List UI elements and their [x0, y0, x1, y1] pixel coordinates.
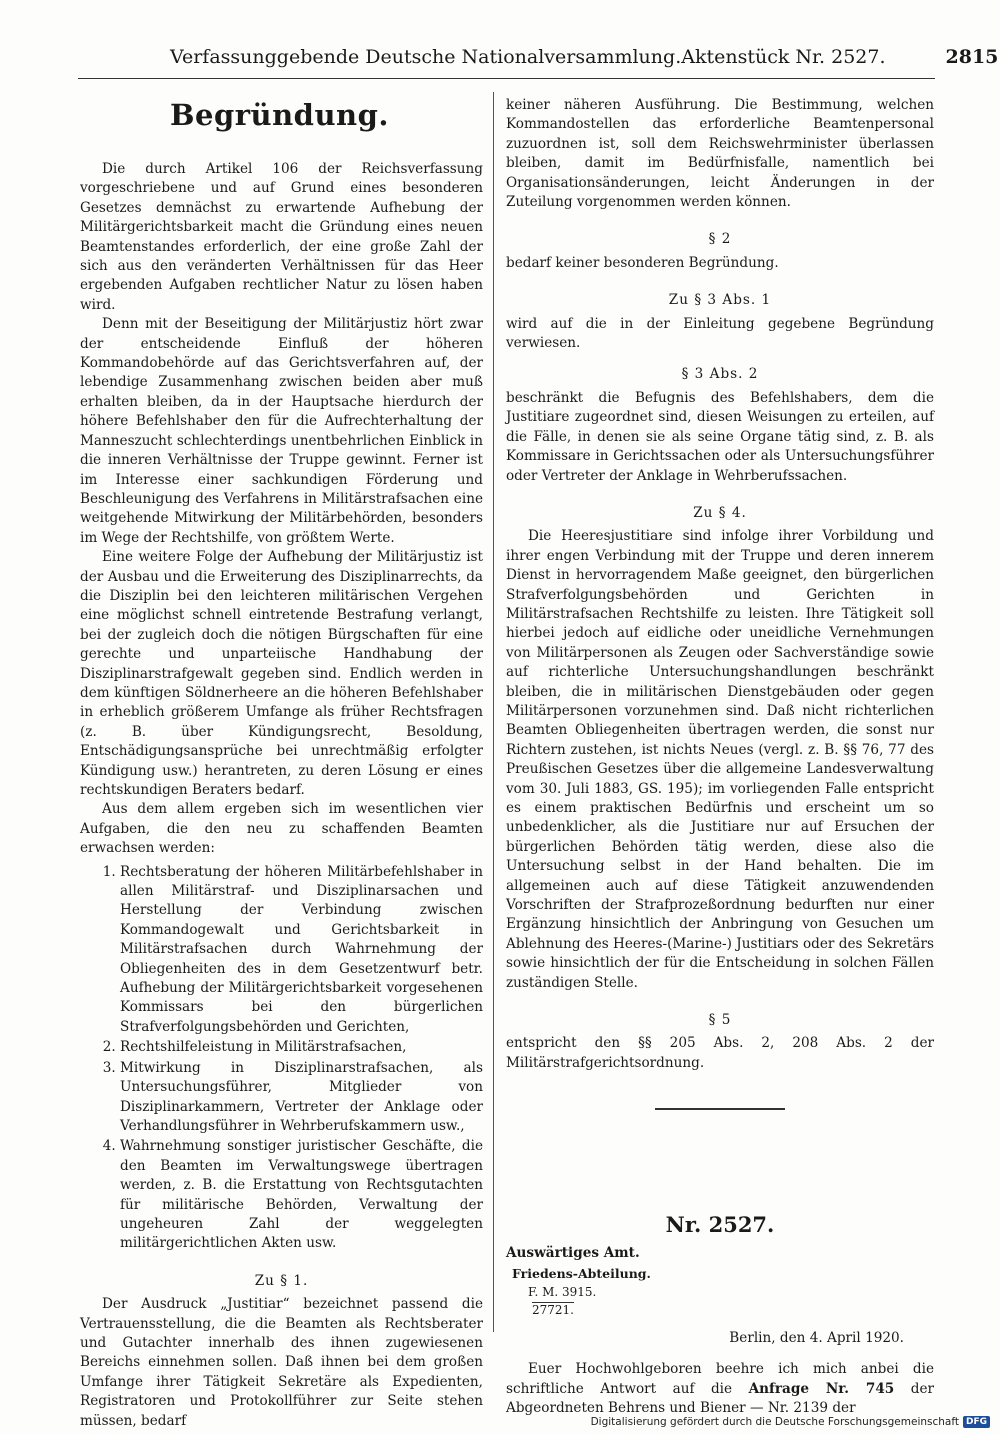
paragraph: Die durch Artikel 106 der Reichsverfassung vorgeschriebene und auf Grund eines besonderen Gesetzes demnächst zu erwartende Aufhebung der Militärgerichtsbarkeit macht die Gründung eines neuen Beamtenstandes erforderlich, der eine große Zahl der sich aus den veränderten Verhältnissen für das Heer ergebenden Aufgaben rechtlicher Natur zu lösen haben wird.	[80, 161, 483, 313]
paragraph: Die Heeresjustitiare sind infolge ihrer Vorbildung und ihrer engen Verbindung mit der Truppe und deren innerem Dienst in hervorragendem Maße geeignet, den bürgerlichen Strafverfolgungsbehörden und Gerichten in Militärstrafsachen Rechtshilfe zu leisten. Ihre Tätigkeit soll hierbei jedoch auf eidliche oder uneidliche Vernehmungen von Militärpersonen als Zeugen oder Sachverständige sowie auf richterliche Untersuchungshandlungen beschränkt bleiben, die in militärischen Dienstgebäuden oder gegen Militärpersonen vorzunehmen sind. Daß nicht richterlichen Beamten Obliegenheiten übertragen werden, die sonst nur Richtern zustehen, ist nichts Neues (vergl. z. B. §§ 76, 77 des Preußischen Gesetzes über die allgemeine Landesverwaltung vom 30. Juli 1883, GS. 195); im vorliegenden Falle entspricht es einem praktischen Bedürfnis und erscheint um so unbedenklicher, als die Justitiare nur auf Ersuchen der bürgerlichen Behörden tätig werden, diese also die Untersuchung selbst in der Hand behalten. Die im allgemeinen auch auf diese Tätigkeit anzuwendenden Vorschriften der Strafprozeßordnung bedurften nur einer Ergänzung hinsichtlich der Anbringung von Gesuchen um Ablehnung des Heeres-(Marine-) Justitiars oder des Sekretärs sowie hinsichtlich der für die Entscheidung in solchen Fällen zuständigen Stelle.	[506, 528, 934, 991]
section-heading-5: § 5	[708, 1012, 732, 1029]
paragraph: beschränkt die Befugnis des Befehlshabers, dem die Justitiare zugeordnet sind, diesen Weisungen zu erteilen, auf die Fälle, in denen sie als seine Organe tätig sind, z. B. als Kommissare in Gerichtssachen oder als Untersuchungsführer oder Vertreter der Anklage in Wehrberufssachen.	[506, 389, 934, 484]
paragraph: Eine weitere Folge der Aufhebung der Militärjustiz ist der Ausbau und die Erweiterung des Disziplinarrechts, da die Disziplin bei den leichteren militärischen Vergehen eine möglichst schnell eintretende Bestrafung verlangt, bei der zugleich doch die nötigen Bürgschaften für eine gerechte und unparteiische Handhabung der Disziplinarstrafgewalt gegeben sind. Endlich werden in dem künftigen Söldnerheere an die höheren Befehlshaber in erheblich größerem Umfange als früher Rechtsfragen (z. B. über Kündigungsrecht, Besoldung, Entschädigungsansprüche bei unrechtmäßig erfolgter Kündigung usw.) herantreten, zu deren Lösung er eines rechtskundigen Beraters bedarf.	[80, 549, 483, 798]
right-column	[506, 96, 934, 1419]
page-number: 2815	[945, 46, 999, 68]
paragraph: Aus dem allem ergeben sich im wesentlichen vier Aufgaben, die den neu zu schaffenden Beamten erwachsen werden:	[80, 801, 483, 857]
footer-text: Digitalisierung gefördert durch die Deutsche Forschungsgemeinschaft	[590, 1416, 959, 1428]
paragraph: wird auf die in der Einleitung gegebene Begründung verwiesen.	[506, 315, 934, 352]
section-heading-2: § 2	[708, 231, 732, 248]
section-heading-3-2: § 3 Abs. 2	[681, 366, 759, 383]
file-reference: F. M. 3915.	[528, 1284, 597, 1299]
running-head-doc-ref: Aktenstück Nr. 2527.	[681, 46, 886, 68]
list-item: 2. Rechtshilfeleistung in Militärstrafsachen,	[120, 1038, 483, 1057]
dfg-logo: DFG	[963, 1416, 990, 1428]
section-heading-zu-1: Zu § 1.	[254, 1272, 309, 1289]
list-item: 3. Mitwirkung in Disziplinarstrafsachen, als Untersuchungsführer, Mitglieder von Disziplinarkammern, Vertreter der Anklage oder Verhandlungsführer in Wehrberufskammern usw.,	[120, 1059, 483, 1137]
section-heading-zu-4: Zu § 4.	[693, 504, 747, 521]
paragraph: Denn mit der Beseitigung der Militärjustiz hört zwar der entscheidende Einfluß der höheren Kommandobehörde auf das Gerichtsverfahren auf, der lebendige Zusammenhang zwischen beiden aber muß erhalten bleiben, da in der Hauptsache hierdurch der höhere Befehlshaber den für die Aufrechterhaltung der Manneszucht schlechterdings unentbehrlichen Einblick in die inneren Verhältnisse der Truppe gewinnt. Ferner ist im Interesse einer sachkundigen Förderung und Beschleunigung des Verfahrens in Militärstrafsachen eine weitgehende Mitwirkung der Militärbehörden, besonders im Wege der Rechtshilfe, von größtem Werte.	[80, 316, 483, 546]
sender-department: Friedens-Abteilung.	[512, 1265, 651, 1281]
running-head-title: Verfassunggebende Deutsche Nationalversammlung.	[170, 46, 682, 68]
running-head	[170, 46, 999, 76]
header-rule	[78, 78, 935, 79]
paragraph: entspricht den §§ 205 Abs. 2, 208 Abs. 2 der Militärstrafgerichtsordnung.	[506, 1035, 934, 1071]
paragraph: keiner näheren Ausführung. Die Bestimmung, welchen Kommandostellen das erforderliche Beamtenpersonal zuzuordnen ist, soll dem Reichswehrminister überlassen bleiben, damit im Bedürfnisfalle, namentlich bei Organisationsänderungen, leicht Änderungen in der Zuteilung vorgenommen werden können.	[506, 97, 934, 211]
list-item: 1. Rechtsberatung der höheren Militärbefehlshaber in allen Militärstraf- und Disziplinarsachen und Herstellung der Verbindung zwischen Kommandogewalt und Gerichtsbarkeit in Militärstrafsachen durch Wahrnehmung der Obliegenheiten des in dem Gesetzentwurf betr. Aufhebung der Militärgerichtsbarkeit vorgesehenen Kommissars bei den bürgerlichen Strafverfolgungsbehörden und Gerichten,	[120, 863, 483, 1038]
task-list	[80, 863, 483, 1254]
section-divider	[506, 1099, 934, 1118]
section-title: Begründung.	[170, 98, 390, 132]
file-number: 27721.	[532, 1302, 574, 1317]
dateline: Berlin, den 4. April 1920.	[729, 1329, 904, 1346]
paragraph: bedarf keiner besonderen Begründung.	[506, 254, 779, 271]
document-number: Nr. 2527.	[665, 1211, 775, 1237]
left-column	[80, 96, 483, 1431]
paragraph: Der Ausdruck „Justitiar“ bezeichnet passend die Vertrauensstellung, die die Beamten als Rechtsberater und Gutachter innerhalb des ihnen zugewiesenen Bereichs einnehmen sollen. Daß ihnen bei dem großen Umfange ihrer Tätigkeit Sekretäre als Expedienten, Registratoren und Protokollführer zur Seite stehen müssen, bedarf	[80, 1296, 483, 1429]
list-item: 4. Wahrnehmung sonstiger juristischer Geschäfte, die den Beamten im Verwaltungswege übertragen werden, z. B. die Erstattung von Rechtsgutachten für militärische Behörden, Verwaltung der ungeheuren Zahl der weggelegten militärgerichtlichen Akten usw.	[120, 1137, 483, 1253]
letter-text: Euer Hochwohlgeboren beehre ich mich anbei die schriftliche Antwort auf die Anfrage Nr. 745 der Abgeordneten Behrens und Biener — Nr. 2139 der	[506, 1361, 934, 1417]
column-divider	[493, 92, 494, 1332]
footer-credit	[591, 1416, 990, 1428]
sender: Auswärtiges Amt.	[506, 1245, 640, 1262]
section-heading-3-1: Zu § 3 Abs. 1	[668, 292, 772, 309]
